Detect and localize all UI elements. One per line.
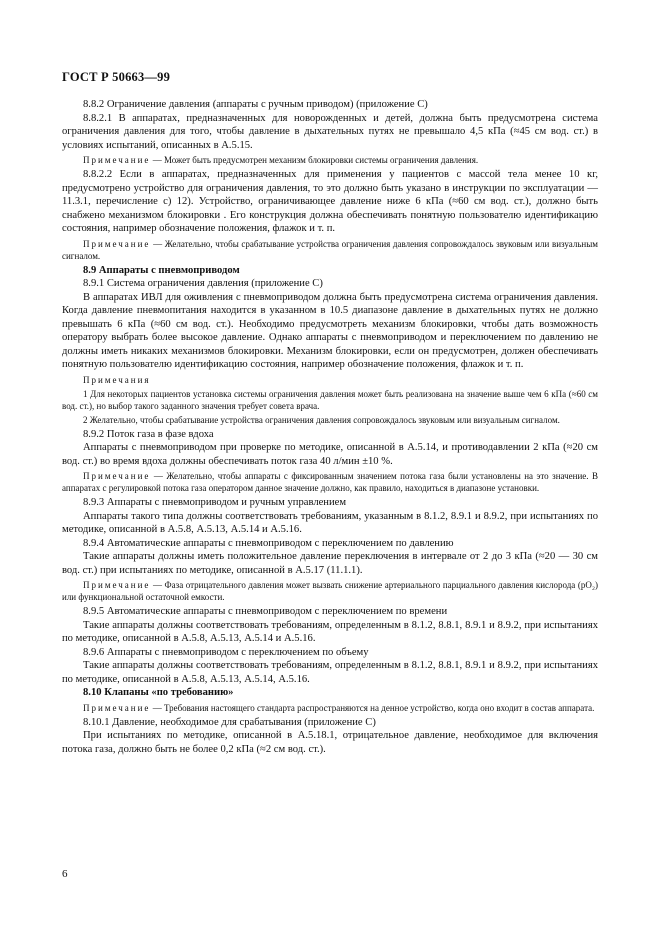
note-label: Примечание [83, 471, 151, 481]
body-paragraph: 8.10.1 Давление, необходимое для срабатывания (приложение С) [83, 716, 376, 728]
note-text: — Желательно, чтобы срабатывание устройства ограничения давления сопровождалось звуковым или визуальным сигналом. [62, 238, 598, 261]
body-paragraph: При испытаниях по методике, описанной в А.5.18.1, отрицательное давление, необходимое для включения потока газа, должно быть не более 0,2 кПа (≈2 см вод. ст.). [62, 730, 598, 755]
body-paragraph: 8.9.4 Автоматические аппараты с пневмоприводом с переключением по давлению [83, 537, 454, 549]
notes-heading: Примечания [83, 374, 151, 385]
note-paragraph [62, 579, 598, 603]
section-heading: 8.9 Аппараты с пневмоприводом [83, 264, 240, 276]
note-label: Примечание [83, 238, 151, 249]
body-paragraph: 8.8.2.2 Если в аппаратах, предназначенных для применения у пациентов с массой тела менее 10 кг, предусмотрено устройство для ограничения давления, то это должно быть указано в инструкции по эксплуатации — 11.3.1, перечисление с) 12). Устройство, ограничивающее давление ниже 6 кПа (≈60 см вод. ст.), должно быть снабжено механизмом блокировки . Его конструкция должна обеспечивать понятную пользователю идентификацию состояния, например обозначение положения, флажок и т. п. [62, 169, 598, 234]
body-paragraph: Такие аппараты должны соответствовать требованиям, определенным в 8.1.2, 8.8.1, 8.9.1 и 8.9.2, при испытаниях по методике, описанной в А.5.8, А.5.13, А.5.14, А.5.16. [62, 660, 598, 685]
body-paragraph: Аппараты с пневмоприводом при проверке по методике, описанной в А.5.14, и противодавлении 2 кПа (≈20 см вод. ст.) во время вдоха должны обеспечивать поток газа 40 л/мин ±10 %. [62, 442, 598, 467]
note-text: — Требования настоящего стандарта распространяются на денное устройство, когда оно входит в состав аппарата. [150, 702, 595, 713]
body-paragraph: 8.8.2.1 В аппаратах, предназначенных для новорожденных и детей, должна быть предусмотрена система ограничения давления для того, чтобы давление в дыхательных путях не превышало 4,5 кПа (≈45 см вод. ст.) в условиях испытаний, описанных в А.5.15. [62, 112, 598, 151]
note-paragraph [62, 702, 598, 714]
note-label: Примечание [83, 702, 151, 713]
body-paragraph: 8.9.5 Автоматические аппараты с пневмоприводом с переключением по времени [83, 606, 448, 617]
note-item: 1 Для некоторых пациентов установка системы ограничения давления может быть реализована на значение выше чем 6 кПа (≈60 см вод. ст.), но выбор такого заданного значения требует совета врача. [62, 388, 598, 411]
note-text: — Желательно, чтобы аппараты с фиксированным значением потока газа были установлены на это значение. В аппаратах с регулировкой потока газа оператором данное значение должно, как правило, находиться в диапазоне установки. [62, 471, 598, 493]
body-paragraph: Такие аппараты должны иметь положительное давление переключения в интервале от 2 до 3 кПа (≈20 — 30 см вод. ст.) при испытаниях по методике, описанной в А.5.17 (11.1.1). [62, 551, 598, 576]
document-header: ГОСТ Р 50663—99 [62, 70, 171, 84]
body-paragraph: 8.9.1 Система ограничения давления (приложение С) [83, 278, 323, 289]
body-paragraph: В аппаратах ИВЛ для оживления с пневмоприводом должна быть предусмотрена система ограничения давления. Когда давление пневмопитания находится в указанном в 10.5 диапазоне давление в дыхательных путях не должно превышать 6 кПа (≈60 см вод. ст.). Необходимо предусмотреть механизм блокировки, чтобы дать возможность оператору выбрать более высокое давление. Однако аппараты с пневмоприводом и переключением по давлению не должны иметь никаких механизмов блокировки. Механизм блокировки, если он предусмотрен, должен обеспечивать понятную пользователю идентификацию состояния, например обозначение положения, флажок и т. п. [62, 291, 598, 370]
note-label: Примечание [83, 580, 151, 590]
document-body [62, 98, 598, 756]
note-paragraph [62, 470, 598, 494]
note-text: — Фаза отрицательного давления может вызвать снижение артериального парциального давления кислорода (pO₂) или функциональной остаточной емкости. [62, 580, 598, 602]
body-paragraph: Такие аппараты должны соответствовать требованиям, определенным в 8.1.2, 8.8.1, 8.9.1 и 8.9.2, при испытаниях по методике, описанной в А.5.8, А.5.13, А.5.14 и А.5.16. [62, 619, 598, 644]
note-paragraph [62, 238, 598, 262]
note-paragraph [62, 154, 598, 166]
body-paragraph: Аппараты такого типа должны соответствовать требованиям, указанным в 8.1.2, 8.9.1 и 8.9.2, при испытаниях по методике, описанной в А.5.8, А.5.13, А.5.14 и А.5.16. [62, 510, 598, 535]
note-label: Примечание [83, 155, 151, 165]
body-paragraph: 8.8.2 Ограничение давления (аппараты с ручным приводом) (приложение С) [83, 99, 428, 110]
note-text: — Может быть предусмотрен механизм блокировки системы ограничения давления. [150, 155, 479, 165]
body-paragraph: 8.9.2 Поток газа в фазе вдоха [83, 428, 214, 440]
body-paragraph: 8.9.3 Аппараты с пневмоприводом и ручным управлением [83, 497, 347, 508]
body-paragraph: 8.9.6 Аппараты с пневмоприводом с переключением по объему [83, 646, 369, 658]
page-number: 6 [62, 868, 68, 880]
note-item: 2 Желательно, чтобы срабатывание устройства ограничения давления сопровождалось звуковым или визуальным сигналом. [83, 414, 560, 425]
section-heading: 8.10 Клапаны «по требованию» [83, 687, 234, 698]
